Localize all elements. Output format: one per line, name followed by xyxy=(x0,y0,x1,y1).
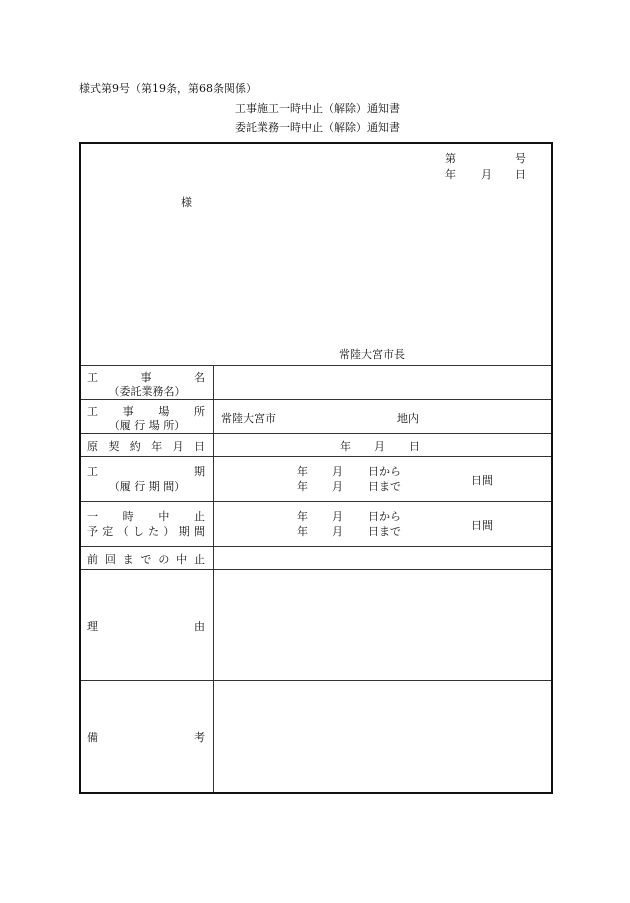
label-project-name: 工 事 名 xyxy=(87,371,205,384)
location-city: 常陸大宮市 xyxy=(221,412,276,425)
label-period: 工 期 xyxy=(87,465,205,478)
contract-year: 年 xyxy=(340,440,351,453)
label-location: 工 事 場 所 xyxy=(87,405,205,418)
label-remarks: 備 考 xyxy=(87,731,205,744)
suspension-days: 日間 xyxy=(471,519,493,532)
row-divider xyxy=(81,399,551,400)
label-previous-suspension: 前 回 ま で の 中 止 xyxy=(87,553,205,566)
suspension-to-year: 年 xyxy=(297,525,308,538)
date-day: 日 xyxy=(515,168,526,181)
label-contract-date: 原 契 約 年 月 日 xyxy=(87,440,205,453)
period-to-year: 年 xyxy=(297,480,308,493)
period-to-month: 月 xyxy=(332,480,343,493)
row-divider xyxy=(81,456,551,457)
date-month: 月 xyxy=(481,168,492,181)
label-suspension: 一 時 中 止 xyxy=(87,510,205,523)
notice-form xyxy=(79,142,553,794)
period-from: 日から xyxy=(368,465,401,478)
label-reason: 理 由 xyxy=(87,620,205,633)
period-from-month: 月 xyxy=(332,465,343,478)
contract-month: 月 xyxy=(374,440,385,453)
suspension-from: 日から xyxy=(368,510,401,523)
document-title-consignment: 委託業務一時中止（解除）通知書 xyxy=(235,121,400,134)
label-period-sub: （履 行 期 間） xyxy=(108,480,186,493)
row-divider xyxy=(81,501,551,502)
number-go: 号 xyxy=(515,152,526,165)
row-divider xyxy=(81,680,551,681)
period-from-year: 年 xyxy=(297,465,308,478)
label-project-name-sub: （委託業務名） xyxy=(108,385,186,398)
suspension-from-year: 年 xyxy=(297,510,308,523)
row-divider xyxy=(81,569,551,570)
suspension-from-month: 月 xyxy=(332,510,343,523)
document-title-construction: 工事施工一時中止（解除）通知書 xyxy=(235,102,400,115)
period-to: 日まで xyxy=(368,480,401,493)
label-location-sub: （履 行 場 所） xyxy=(108,419,186,432)
addressee-suffix: 様 xyxy=(181,196,192,209)
row-divider xyxy=(81,433,551,434)
number-dai: 第 xyxy=(445,152,456,165)
label-suspension-period: 予 定 （ し た ） 期 間 xyxy=(87,525,205,538)
suspension-to: 日まで xyxy=(368,525,401,538)
form-number: 様式第9号（第19条，第68条関係） xyxy=(79,82,257,95)
issuer: 常陸大宮市長 xyxy=(339,348,405,361)
row-divider xyxy=(81,365,551,366)
suspension-to-month: 月 xyxy=(332,525,343,538)
period-days: 日間 xyxy=(471,474,493,487)
column-divider xyxy=(213,365,214,792)
date-year: 年 xyxy=(445,168,456,181)
contract-day: 日 xyxy=(409,440,420,453)
row-divider xyxy=(81,546,551,547)
location-suffix: 地内 xyxy=(397,412,419,425)
